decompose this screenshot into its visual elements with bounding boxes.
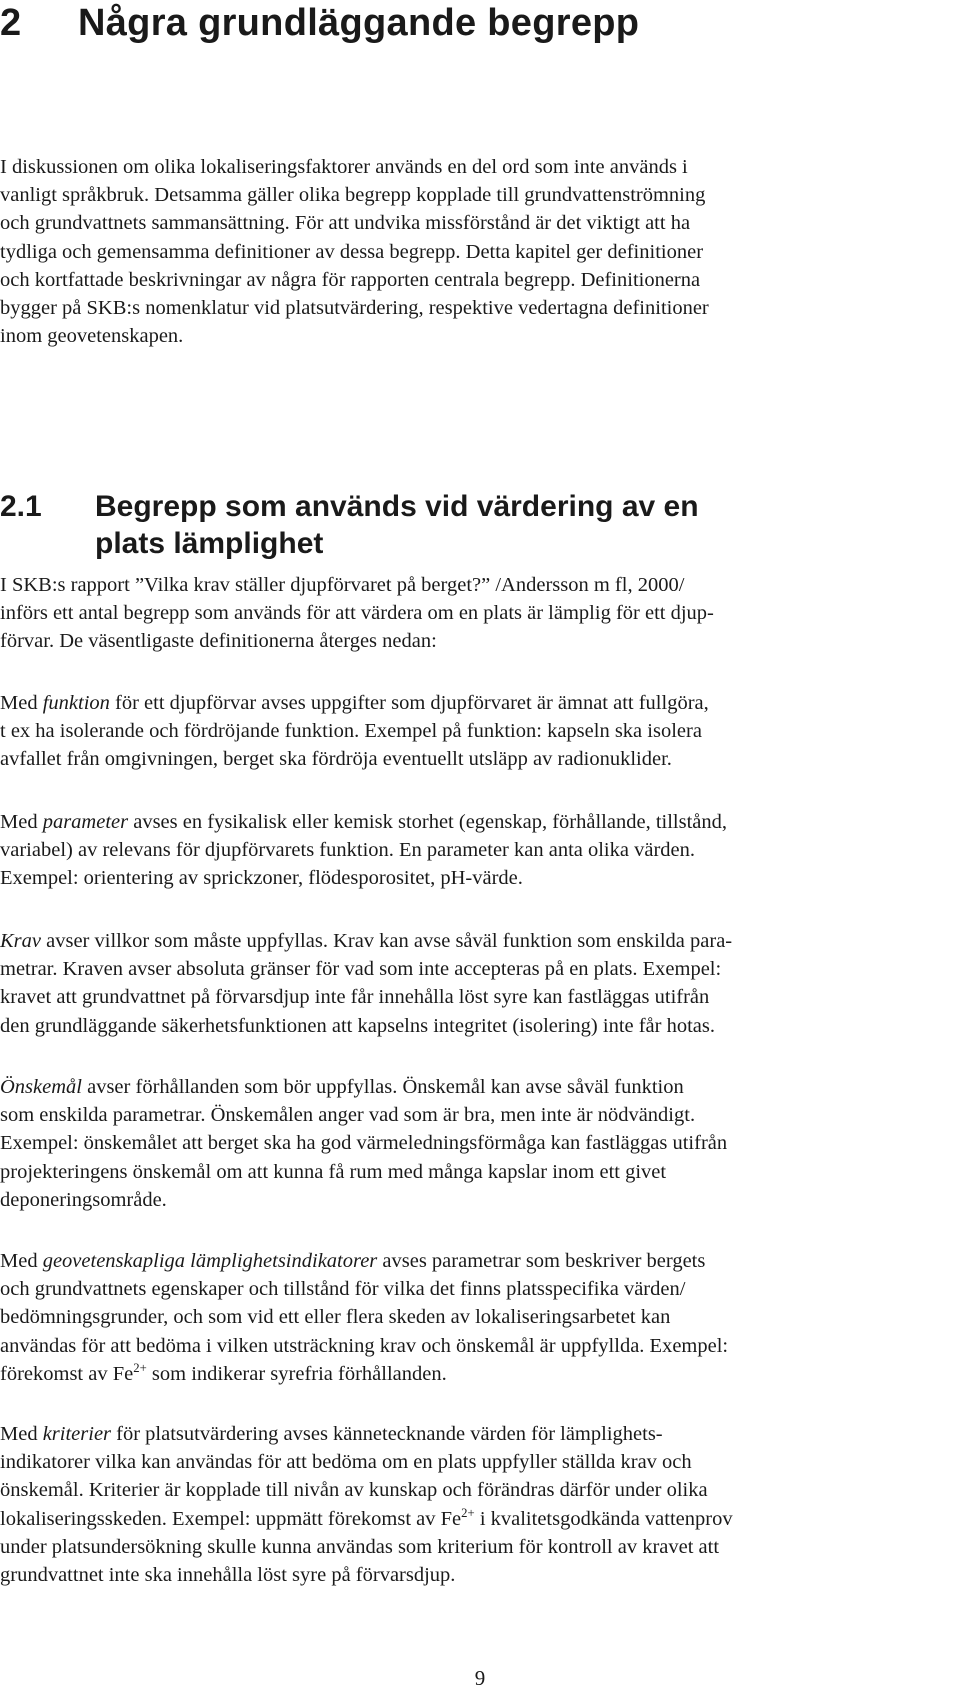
text-line: som enskilda parametrar. Önskemålen anger vad som är bra, men inte är nödvändigt. bbox=[0, 1104, 696, 1127]
superscript: 2+ bbox=[461, 1505, 475, 1520]
text-line bbox=[0, 808, 944, 836]
page-number: 9 bbox=[474, 1666, 486, 1690]
term-parameter: parameter bbox=[42, 811, 129, 833]
text-line: den grundläggande säkerhetsfunktionen att kapselns integritet (isolering) inte får hotas. bbox=[0, 1014, 716, 1037]
text-line: I diskussionen om olika lokaliseringsfaktorer används en del ord som inte används i bbox=[0, 156, 688, 178]
text-span: Med bbox=[0, 811, 43, 833]
definition-onskemal bbox=[0, 1073, 944, 1214]
text-line: inom geovetenskapen. bbox=[0, 325, 184, 348]
text-line: grundvattnet inte ska innehålla löst syre på förvarsdjup. bbox=[0, 1564, 456, 1587]
intro-paragraph bbox=[0, 153, 944, 350]
text-line bbox=[0, 1420, 944, 1448]
text-line bbox=[0, 1247, 944, 1275]
chapter-number: 2 bbox=[0, 2, 22, 44]
text-line: vanligt språkbruk. Detsamma gäller olika begrepp kopplade till grundvattenströmning bbox=[0, 184, 706, 207]
term-lamplighetsindikatorer: geovetenskapliga lämplighetsindikatorer bbox=[42, 1250, 378, 1272]
term-funktion: funktion bbox=[42, 692, 110, 714]
text-line bbox=[0, 689, 944, 717]
term-krav: Krav bbox=[0, 930, 41, 952]
text-line: Exempel: orientering av sprickzoner, flödesporositet, pH-värde. bbox=[0, 867, 523, 890]
text-span: avses en fysikalisk eller kemisk storhet (egenskap, förhållande, tillstånd, bbox=[128, 811, 728, 833]
text-span: förekomst av Fe bbox=[0, 1362, 134, 1385]
text-line: förvar. De väsentligaste definitionerna återges nedan: bbox=[0, 630, 437, 653]
text-line: önskemål. Kriterier är kopplade till nivån av kunskap och förändras därför under olika bbox=[0, 1479, 708, 1502]
text-line: indikatorer vilka kan användas för att bedöma om en plats uppfyller ställda krav och bbox=[0, 1451, 692, 1474]
text-span: för platsutvärdering avses kännetecknande värden för lämplighets- bbox=[111, 1423, 663, 1445]
definition-lamplighetsindikatorer bbox=[0, 1247, 944, 1388]
term-onskemal: Önskemål bbox=[0, 1076, 82, 1098]
text-line: tydliga och gemensamma definitioner av dessa begrepp. Detta kapitel ger definitioner bbox=[0, 240, 704, 263]
text-line: och grundvattnets egenskaper och tillstånd för vilka det finns platsspecifika värden/ bbox=[0, 1278, 686, 1301]
text-span: Med bbox=[0, 1250, 43, 1272]
definition-parameter bbox=[0, 808, 944, 893]
text-span: avser förhållanden som bör uppfyllas. Önskemål kan avse såväl funktion bbox=[81, 1076, 684, 1098]
section-number: 2.1 bbox=[0, 490, 42, 523]
superscript: 2+ bbox=[133, 1360, 147, 1375]
definition-funktion bbox=[0, 689, 944, 774]
text-line: kravet att grundvattnet på förvarsdjup inte får innehålla löst syre kan fastläggas utifrån bbox=[0, 986, 710, 1009]
paragraph-intro-skb bbox=[0, 571, 944, 656]
definition-kriterier bbox=[0, 1420, 944, 1589]
text-span: avses parametrar som beskriver bergets bbox=[377, 1250, 706, 1272]
text-line: metrar. Kraven avser absoluta gränser för vad som inte accepteras på en plats. Exempel: bbox=[0, 958, 722, 981]
text-span: Med bbox=[0, 1423, 43, 1445]
text-line: införs ett antal begrepp som används för att värdera om en plats är lämplig för ett djup- bbox=[0, 602, 714, 625]
text-line bbox=[0, 927, 944, 955]
text-line: projekteringens önskemål om att kunna få rum med många kapslar inom ett givet bbox=[0, 1160, 667, 1183]
text-line: under platsundersökning skulle kunna användas som kriterium för kontroll av kravet att bbox=[0, 1535, 720, 1558]
text-line: Exempel: önskemålet att berget ska ha god värmeledningsförmåga kan fastläggas utifrån bbox=[0, 1132, 728, 1155]
section-heading bbox=[0, 488, 900, 562]
text-line: och kortfattade beskrivningar av några för rapporten centrala begrepp. Definitionerna bbox=[0, 268, 701, 291]
text-span: som indikerar syrefria förhållanden. bbox=[146, 1362, 447, 1385]
text-span: i kvalitetsgodkända vattenprov bbox=[474, 1507, 733, 1530]
text-line: variabel) av relevans för djupförvarets funktion. En parameter kan anta olika värden. bbox=[0, 839, 695, 862]
text-line: bygger på SKB:s nomenklatur vid platsutvärdering, respektive vedertagna definitioner bbox=[0, 297, 709, 320]
text-line: t ex ha isolerande och fördröjande funktion. Exempel på funktion: kapseln ska isolera bbox=[0, 720, 702, 743]
text-line: bedömningsgrunder, och som vid ett eller flera skeden av lokaliseringsarbetet kan bbox=[0, 1306, 671, 1329]
section-title-line1: Begrepp som används vid värdering av en bbox=[95, 490, 699, 523]
term-kriterier: kriterier bbox=[42, 1423, 112, 1445]
text-line bbox=[0, 1505, 944, 1533]
text-span: för ett djupförvar avses uppgifter som djupförvaret är ämnat att fullgöra, bbox=[109, 692, 709, 714]
text-line bbox=[0, 1360, 944, 1388]
text-line: I SKB:s rapport ”Vilka krav ställer djupförvaret på berget?” /Andersson m fl, 2000/ bbox=[0, 574, 685, 596]
text-line: avfallet från omgivningen, berget ska fördröja eventuellt utsläpp av radionuklider. bbox=[0, 748, 672, 771]
text-line bbox=[0, 1073, 944, 1101]
text-line: användas för att bedöma i vilken utsträckning krav och önskemål är uppfyllda. Exempel: bbox=[0, 1334, 729, 1357]
text-span: avser villkor som måste uppfyllas. Krav kan avse såväl funktion som enskilda para- bbox=[41, 930, 733, 952]
chapter-title: Några grundläggande begrepp bbox=[78, 2, 640, 44]
text-line: och grundvattnets sammansättning. För att undvika missförstånd är det viktigt att ha bbox=[0, 212, 691, 235]
section-title-line2: plats lämplighet bbox=[95, 527, 324, 560]
text-line: deponeringsområde. bbox=[0, 1188, 167, 1211]
text-span: Med bbox=[0, 692, 43, 714]
text-span: lokaliseringsskeden. Exempel: uppmätt förekomst av Fe bbox=[0, 1507, 462, 1530]
definition-krav bbox=[0, 927, 944, 1040]
chapter-heading bbox=[0, 0, 639, 46]
